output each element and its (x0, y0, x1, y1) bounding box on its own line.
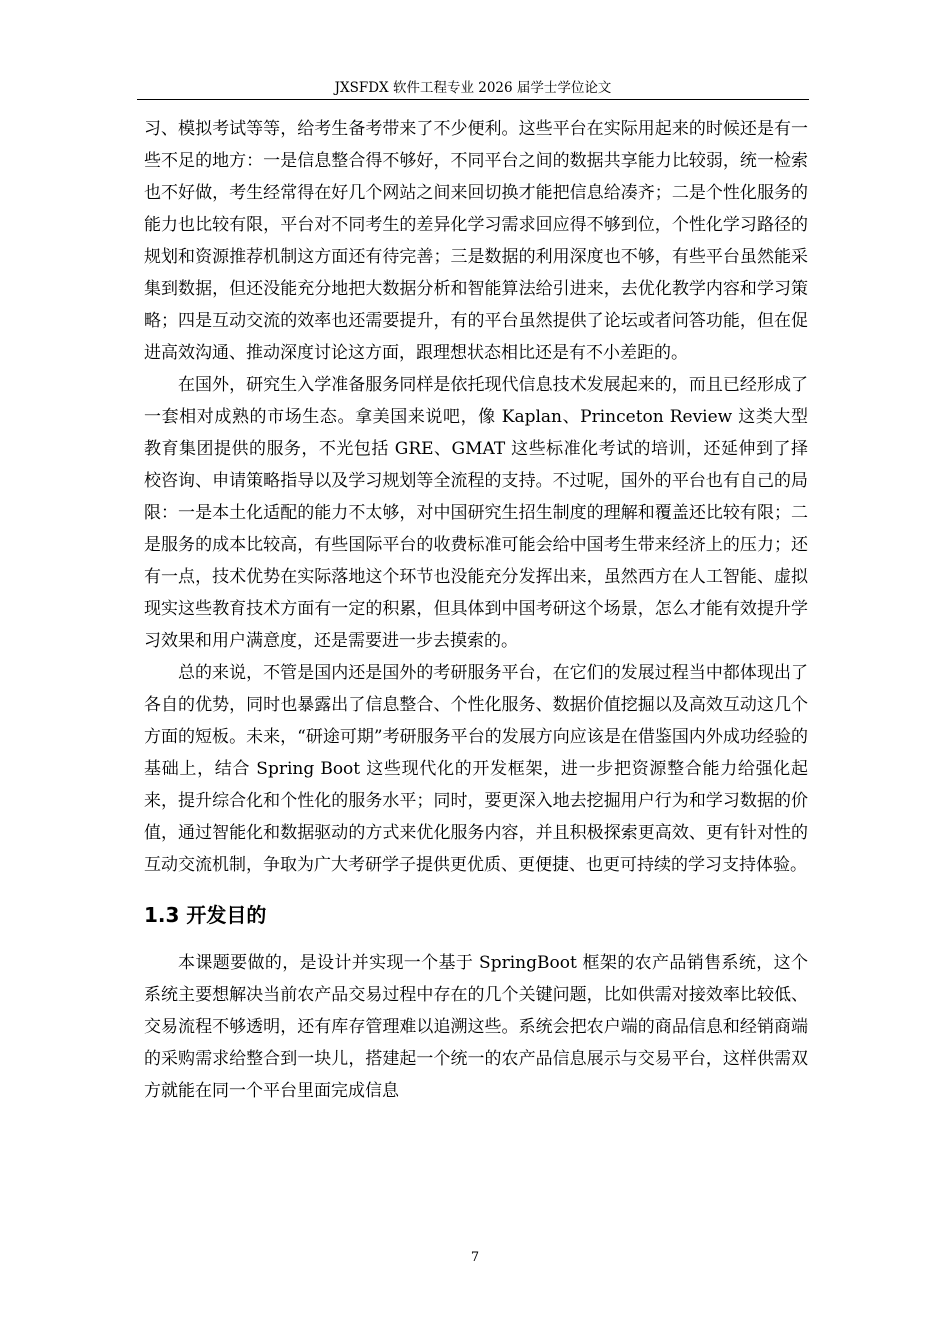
body-paragraph-1: 习、模拟考试等等，给考生备考带来了不少便利。这些平台在实际用起来的时候还是有一些不足的地方：一是信息整合得不够好，不同平台之间的数据共享能力比较弱，统一检索也不好做，考生经常得在好几个网站之间来回切换才能把信息给凑齐；二是个性化服务的能力也比较有限，平台对不同考生的差异化学习需求回应得不够到位，个性化学习路径的规划和资源推荐机制这方面还有待完善；三是数据的利用深度也不够，有些平台虽然能采集到数据，但还没能充分地把大数据分析和智能算法给引进来，去优化教学内容和学习策略；四是互动交流的效率也还需要提升，有的平台虽然提供了论坛或者问答功能，但在促进高效沟通、推动深度讨论这方面，跟理想状态相比还是有不小差距的。 (144, 119, 808, 363)
header-divider (137, 99, 809, 100)
section-heading: 1.3 开发目的 (144, 903, 267, 927)
page-body (144, 113, 808, 1107)
running-header: JXSFDX 软件工程专业 2026 届学士学位论文 (334, 80, 612, 96)
section-paragraph-1: 本课题要做的，是设计并实现一个基于 SpringBoot 框架的农产品销售系统，这个系统主要想解决当前农产品交易过程中存在的几个关键问题，比如供需对接效率比较低、交易流程不够透明，还有库存管理难以追溯这些。系统会把农户端的商品信息和经销商端的采购需求给整合到一块儿，搭建起一个统一的农产品信息展示与交易平台，这样供需双方就能在同一个平台里面完成信息 (144, 953, 808, 1101)
page-number: 7 (470, 1250, 480, 1265)
body-paragraph-2: 在国外，研究生入学准备服务同样是依托现代信息技术发展起来的，而且已经形成了一套相对成熟的市场生态。拿美国来说吧，像 Kaplan、Princeton Review 这类大型教育集团提供的服务，不光包括 GRE、GMAT 这些标准化考试的培训，还延伸到了择校咨询、申请策略指导以及学习规划等全流程的支持。不过呢，国外的平台也有自己的局限：一是本土化适配的能力不太够，对中国研究生招生制度的理解和覆盖还比较有限；二是服务的成本比较高，有些国际平台的收费标准可能会给中国考生带来经济上的压力；还有一点，技术优势在实际落地这个环节也没能充分发挥出来，虽然西方在人工智能、虚拟现实这些教育技术方面有一定的积累，但具体到中国考研这个场景，怎么才能有效提升学习效果和用户满意度，还是需要进一步去摸索的。 (144, 375, 808, 651)
body-paragraph-3: 总的来说，不管是国内还是国外的考研服务平台，在它们的发展过程当中都体现出了各自的优势，同时也暴露出了信息整合、个性化服务、数据价值挖掘以及高效互动这几个方面的短板。未来，“研途可期”考研服务平台的发展方向应该是在借鉴国内外成功经验的基础上，结合 Spring Boot 这些现代化的开发框架，进一步把资源整合能力给强化起来，提升综合化和个性化的服务水平；同时，要更深入地去挖掘用户行为和学习数据的价值，通过智能化和数据驱动的方式来优化服务内容，并且积极探索更高效、更有针对性的互动交流机制，争取为广大考研学子提供更优质、更便捷、也更可持续的学习支持体验。 (144, 663, 808, 875)
